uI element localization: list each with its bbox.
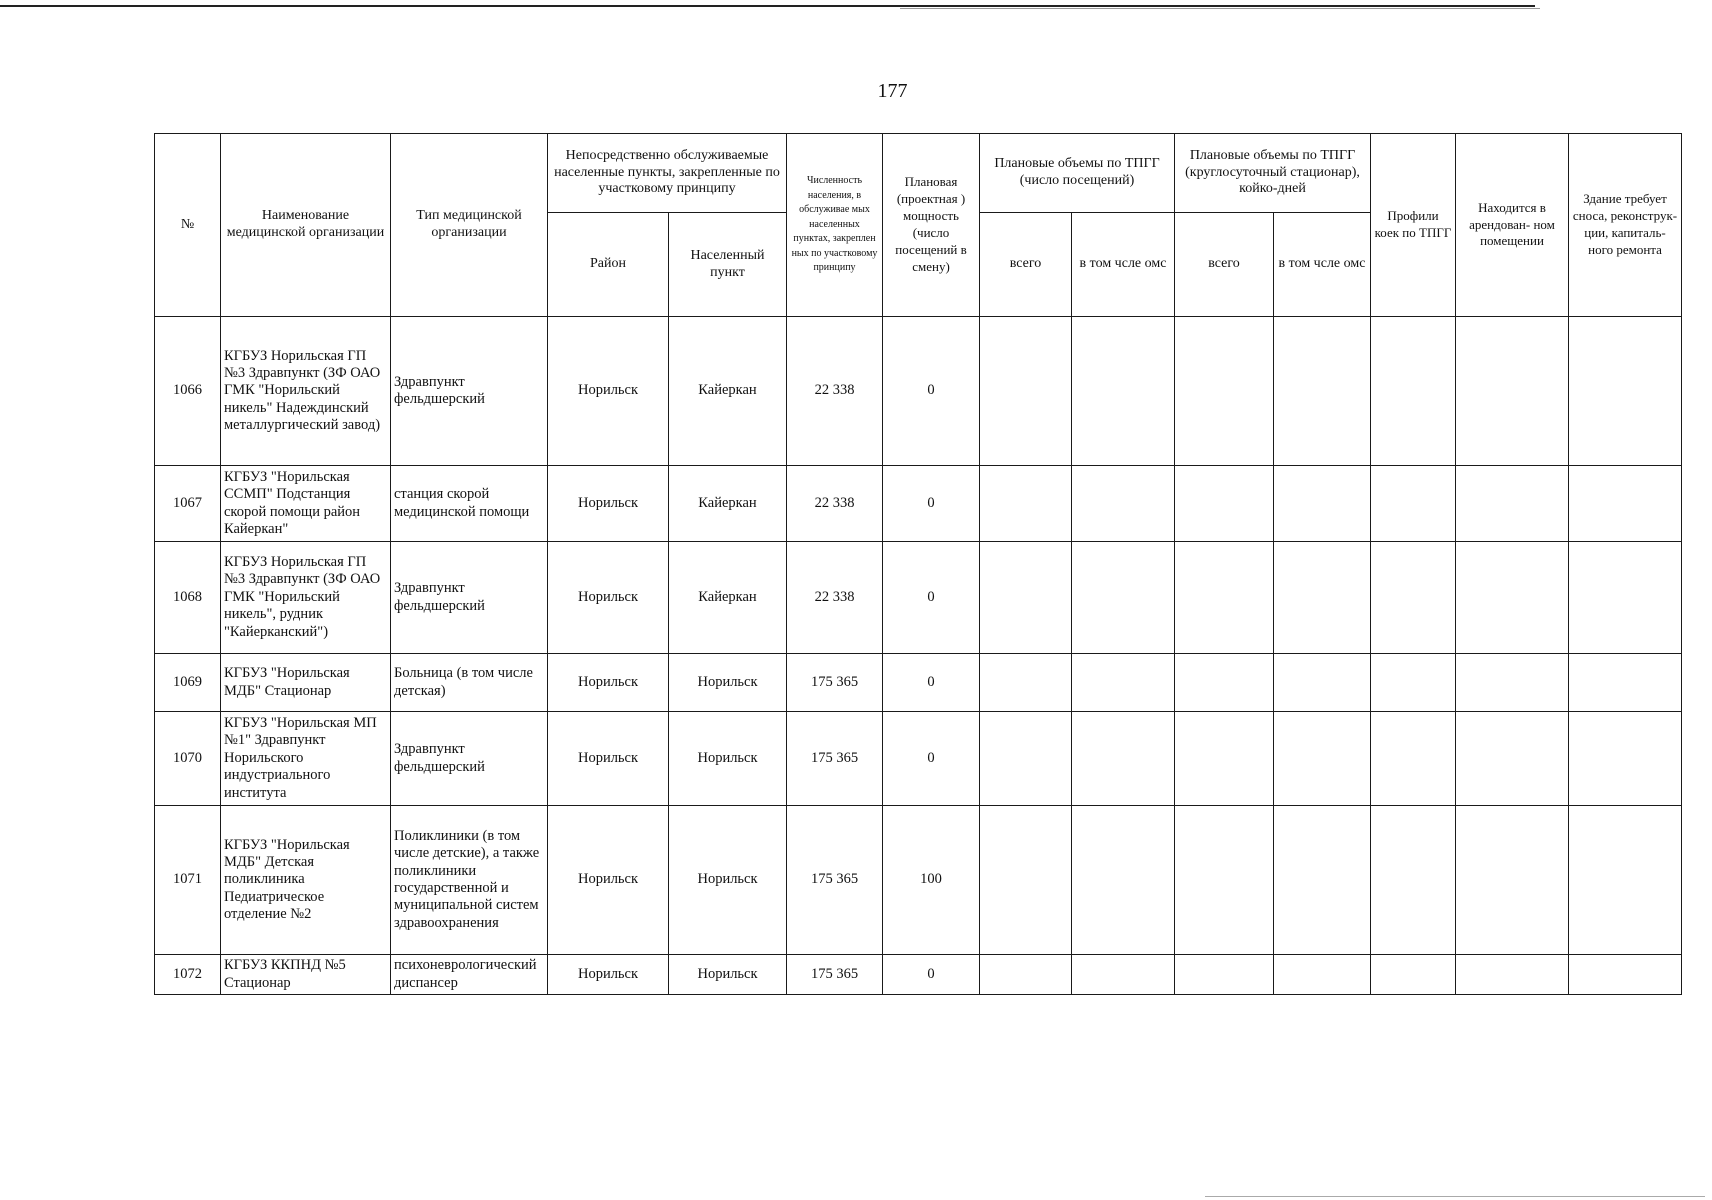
bed-profiles: [1371, 317, 1456, 466]
bed-profiles: [1371, 806, 1456, 955]
bed-profiles: [1371, 466, 1456, 542]
org-name: КГБУЗ "Норильская МДБ" Стационар: [221, 654, 391, 712]
beddays-oms: [1274, 955, 1371, 995]
bed-profiles: [1371, 654, 1456, 712]
org-name: КГБУЗ "Норильская МДБ" Детская поликлиника Педиатрическое отделение №2: [221, 806, 391, 955]
demolition: [1569, 955, 1682, 995]
header-planned-bed-days: Плановые объемы по ТПГГ (круглосуточный стационар), койко-дней: [1175, 134, 1371, 213]
visits-oms: [1072, 466, 1175, 542]
header-settlement: Населенный пункт: [669, 213, 787, 317]
visits-oms: [1072, 654, 1175, 712]
org-type: Здравпункт фельдшерский: [391, 542, 548, 654]
rented: [1456, 806, 1569, 955]
visits-total: [980, 317, 1072, 466]
beddays-total: [1175, 317, 1274, 466]
top-scan-line-secondary: [900, 8, 1540, 9]
district: Норильск: [548, 955, 669, 995]
settlement: Кайеркан: [669, 317, 787, 466]
row-number: 1070: [155, 712, 221, 806]
org-name: КГБУЗ ККПНД №5 Стационар: [221, 955, 391, 995]
beddays-total: [1175, 806, 1274, 955]
table-row: [155, 712, 1682, 806]
org-type: станция скорой медицинской помощи: [391, 466, 548, 542]
header-bed-profiles: Профили коек по ТПГГ: [1371, 134, 1456, 317]
header-name: Наименование медицинской организации: [221, 134, 391, 317]
visits-total: [980, 654, 1072, 712]
header-district: Район: [548, 213, 669, 317]
visits-oms: [1072, 955, 1175, 995]
header-type: Тип медицинской организации: [391, 134, 548, 317]
table-row: [155, 806, 1682, 955]
capacity: 0: [883, 317, 980, 466]
population: 22 338: [787, 466, 883, 542]
header-beddays-oms: в том чсле омс: [1274, 213, 1371, 317]
capacity: 0: [883, 955, 980, 995]
page-number: 177: [877, 80, 908, 102]
header-beddays-total: всего: [1175, 213, 1274, 317]
table-row: [155, 654, 1682, 712]
header-visits-total: всего: [980, 213, 1072, 317]
table-row: [155, 466, 1682, 542]
row-number: 1066: [155, 317, 221, 466]
demolition: [1569, 542, 1682, 654]
visits-total: [980, 542, 1072, 654]
population: 175 365: [787, 712, 883, 806]
header-no: №: [155, 134, 221, 317]
header-served-settlements: Непосредственно обслуживаемые населенные пункты, закрепленные по участковому принципу: [548, 134, 787, 213]
bed-profiles: [1371, 955, 1456, 995]
settlement: Кайеркан: [669, 466, 787, 542]
beddays-total: [1175, 466, 1274, 542]
population: 22 338: [787, 317, 883, 466]
org-name: КГБУЗ "Норильская ССМП" Подстанция скорой помощи район Кайеркан": [221, 466, 391, 542]
beddays-total: [1175, 542, 1274, 654]
bottom-scan-line: [1205, 1196, 1705, 1197]
capacity: 0: [883, 466, 980, 542]
district: Норильск: [548, 542, 669, 654]
rented: [1456, 542, 1569, 654]
beddays-oms: [1274, 654, 1371, 712]
header-planned-visits: Плановые объемы по ТПГГ (число посещений): [980, 134, 1175, 213]
beddays-oms: [1274, 542, 1371, 654]
settlement: Норильск: [669, 654, 787, 712]
header-capacity: Плановая (проектная ) мощность (число посещений в смену): [883, 134, 980, 317]
visits-total: [980, 466, 1072, 542]
org-name: КГБУЗ Норильская ГП №3 Здравпункт (ЗФ ОАО ГМК "Норильский никель", рудник "Кайерканский"): [221, 542, 391, 654]
settlement: Норильск: [669, 955, 787, 995]
demolition: [1569, 806, 1682, 955]
population: 175 365: [787, 654, 883, 712]
org-type: Поликлиники (в том числе детские), а также поликлиники государственной и муниципальной систем здравоохранения: [391, 806, 548, 955]
header-visits-oms: в том чсле омс: [1072, 213, 1175, 317]
header-demolition: Здание требует сноса, реконструк- ции, капиталь- ного ремонта: [1569, 134, 1682, 317]
visits-total: [980, 712, 1072, 806]
rented: [1456, 712, 1569, 806]
beddays-total: [1175, 712, 1274, 806]
capacity: 100: [883, 806, 980, 955]
visits-total: [980, 806, 1072, 955]
org-type: Здравпункт фельдшерский: [391, 712, 548, 806]
visits-total: [980, 955, 1072, 995]
table-header: [155, 134, 1682, 317]
demolition: [1569, 712, 1682, 806]
capacity: 0: [883, 654, 980, 712]
org-name: КГБУЗ Норильская ГП №3 Здравпункт (ЗФ ОАО ГМК "Норильский никель" Надеждинский металлургический завод): [221, 317, 391, 466]
population: 175 365: [787, 955, 883, 995]
row-number: 1071: [155, 806, 221, 955]
row-number: 1072: [155, 955, 221, 995]
district: Норильск: [548, 654, 669, 712]
beddays-oms: [1274, 712, 1371, 806]
row-number: 1067: [155, 466, 221, 542]
capacity: 0: [883, 712, 980, 806]
beddays-oms: [1274, 317, 1371, 466]
settlement: Норильск: [669, 712, 787, 806]
table-row: [155, 317, 1682, 466]
header-population: Численность населения, в обслуживае мых населенных пунктах, закреплен ных по участковому принципу: [787, 134, 883, 317]
rented: [1456, 317, 1569, 466]
top-scan-line: [0, 5, 1535, 7]
capacity: 0: [883, 542, 980, 654]
rented: [1456, 955, 1569, 995]
visits-oms: [1072, 542, 1175, 654]
demolition: [1569, 466, 1682, 542]
district: Норильск: [548, 317, 669, 466]
beddays-total: [1175, 654, 1274, 712]
beddays-oms: [1274, 466, 1371, 542]
demolition: [1569, 654, 1682, 712]
table-body: [155, 317, 1682, 995]
population: 175 365: [787, 806, 883, 955]
district: Норильск: [548, 712, 669, 806]
demolition: [1569, 317, 1682, 466]
org-type: психоневрологический диспансер: [391, 955, 548, 995]
visits-oms: [1072, 806, 1175, 955]
table-row: [155, 542, 1682, 654]
population: 22 338: [787, 542, 883, 654]
settlement: Кайеркан: [669, 542, 787, 654]
header-rented: Находится в арендован- ном помещении: [1456, 134, 1569, 317]
district: Норильск: [548, 806, 669, 955]
district: Норильск: [548, 466, 669, 542]
settlement: Норильск: [669, 806, 787, 955]
org-name: КГБУЗ "Норильская МП №1" Здравпункт Норильского индустриального института: [221, 712, 391, 806]
visits-oms: [1072, 317, 1175, 466]
visits-oms: [1072, 712, 1175, 806]
beddays-total: [1175, 955, 1274, 995]
row-number: 1068: [155, 542, 221, 654]
medical-organizations-table: [154, 133, 1682, 995]
bed-profiles: [1371, 712, 1456, 806]
rented: [1456, 466, 1569, 542]
row-number: 1069: [155, 654, 221, 712]
org-type: Больница (в том числе детская): [391, 654, 548, 712]
bed-profiles: [1371, 542, 1456, 654]
org-type: Здравпункт фельдшерский: [391, 317, 548, 466]
rented: [1456, 654, 1569, 712]
beddays-oms: [1274, 806, 1371, 955]
table-row: [155, 955, 1682, 995]
